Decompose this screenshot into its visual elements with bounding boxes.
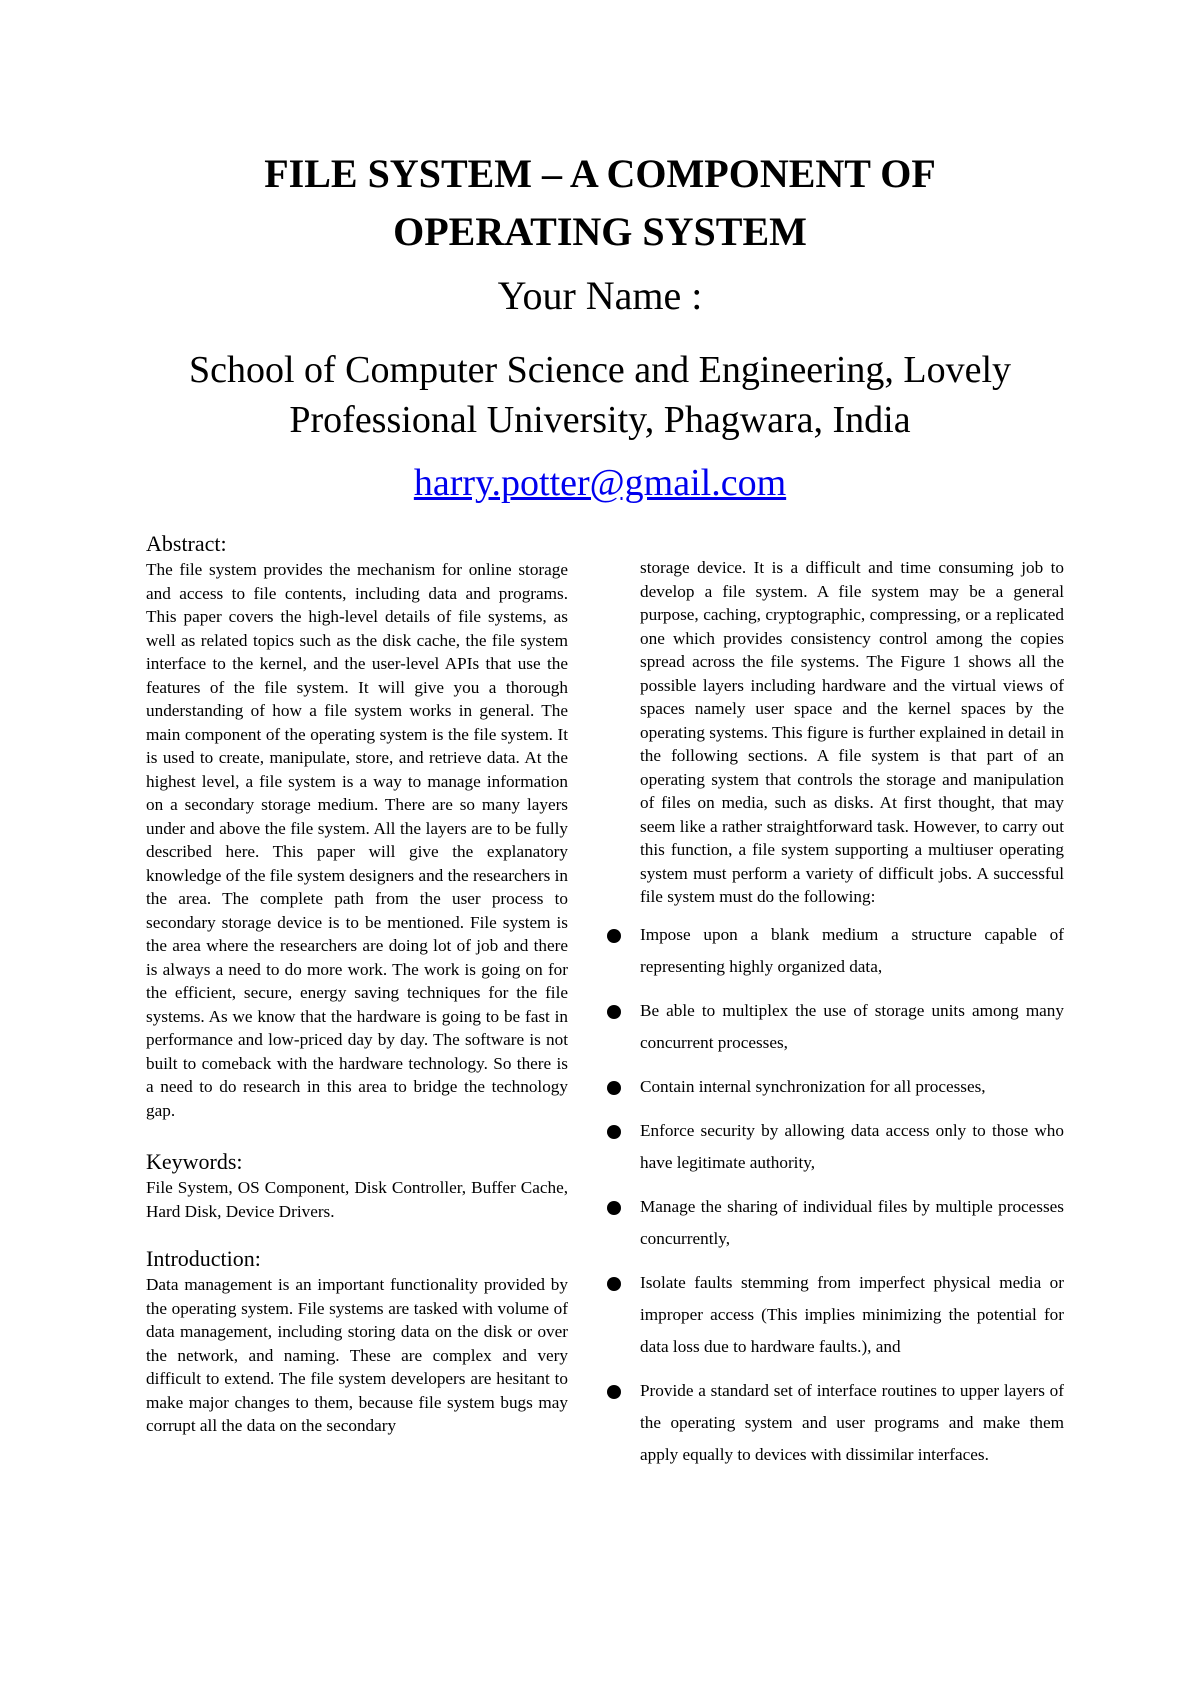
abstract-text: The file system provides the mechanism for online storage and access to file contents, including data and programs. This paper covers the high-level details of file systems, as well as related topics such as the disk cache, the file system interface to the kernel, and the user-level APIs that use the features of the file system. It will give you a thorough understanding of how a file system works in general. The main component of the operating system is the file system. It is used to create, manipulate, store, and retrieve data. At the highest level, a file system is a way to manage information on a secondary storage medium. There are so many layers under and above the file system. All the layers are to be fully described here. This paper will give the explanatory knowledge of the file system designers and the researchers in the area. The complete path from the user process to secondary storage device is to be mentioned. File system is the area where the researchers are doing lot of job and there is always a need to do more work. The work is going on for the efficient, secure, energy saving techniques for the file systems. As we know that the hardware is going to be fast in performance and low-priced day by day. The software is not built to comeback with the hardware technology. So there is a need to do research in this area to bridge the technology gap. bbox=[146, 560, 568, 1120]
left-column bbox=[146, 530, 568, 1438]
list-item: Isolate faults stemming from imperfect physical media or improper access (This implies minimizing the potential for data loss due to hardware faults.), and bbox=[640, 1267, 1064, 1363]
list-item: Be able to multiplex the use of storage units among many concurrent processes, bbox=[640, 995, 1064, 1059]
requirements-list bbox=[640, 919, 1064, 1471]
bullet-icon bbox=[607, 1125, 621, 1139]
affiliation bbox=[0, 345, 1200, 445]
affiliation-line-2: Professional University, Phagwara, India bbox=[289, 399, 911, 441]
paper-title bbox=[0, 145, 1200, 261]
abstract-heading: Abstract: bbox=[146, 531, 227, 556]
title-line-2: OPERATING SYSTEM bbox=[393, 209, 807, 254]
title-line-1: FILE SYSTEM – A COMPONENT OF bbox=[264, 151, 936, 196]
bullet-icon bbox=[607, 1005, 621, 1019]
email-line bbox=[0, 458, 1200, 508]
author-name: Your Name : bbox=[497, 273, 703, 318]
bullet-icon bbox=[607, 1385, 621, 1399]
keywords-text: File System, OS Component, Disk Controller, Buffer Cache, Hard Disk, Device Drivers. bbox=[146, 1178, 568, 1221]
bullet-icon bbox=[607, 929, 621, 943]
bullet-icon bbox=[607, 1277, 621, 1291]
introduction-text-right: storage device. It is a difficult and time consuming job to develop a file system. A file system may be a general purpose, caching, cryptographic, compressing, or a replicated one which provides consistency control among the copies spread across the file systems. The Figure 1 shows all the possible layers including hardware and the virtual views of spaces namely user space and the kernel spaces by the operating systems. This figure is further explained in detail in the following sections. A file system is that part of an operating system that controls the storage and manipulation of files on media, such as disks. At first thought, that may seem like a rather straightforward task. However, to carry out this function, a file system supporting a multiuser operating system must perform a variety of difficult jobs. A successful file system must do the following: bbox=[640, 558, 1064, 906]
bullet-icon bbox=[607, 1201, 621, 1215]
right-column bbox=[640, 556, 1064, 1483]
list-item: Enforce security by allowing data access only to those who have legitimate authority, bbox=[640, 1115, 1064, 1179]
keywords-heading: Keywords: bbox=[146, 1149, 243, 1174]
list-item: Provide a standard set of interface routines to upper layers of the operating system and user programs and make them apply equally to devices with dissimilar interfaces. bbox=[640, 1375, 1064, 1471]
introduction-heading: Introduction: bbox=[146, 1246, 261, 1271]
list-item: Impose upon a blank medium a structure capable of representing highly organized data, bbox=[640, 919, 1064, 983]
affiliation-line-1: School of Computer Science and Engineering, Lovely bbox=[188, 349, 1012, 391]
email-link[interactable]: harry.potter@gmail.com bbox=[413, 462, 787, 504]
introduction-text-left: Data management is an important functionality provided by the operating system. File systems are tasked with volume of data management, including storing data on the disk or over the network, and naming. These are complex and very difficult to extend. The file system developers are hesitant to make major changes to them, because file system bugs may corrupt all the data on the secondary bbox=[146, 1275, 568, 1435]
list-item: Manage the sharing of individual files by multiple processes concurrently, bbox=[640, 1191, 1064, 1255]
bullet-icon bbox=[607, 1081, 621, 1095]
list-item: Contain internal synchronization for all processes, bbox=[640, 1071, 1064, 1103]
